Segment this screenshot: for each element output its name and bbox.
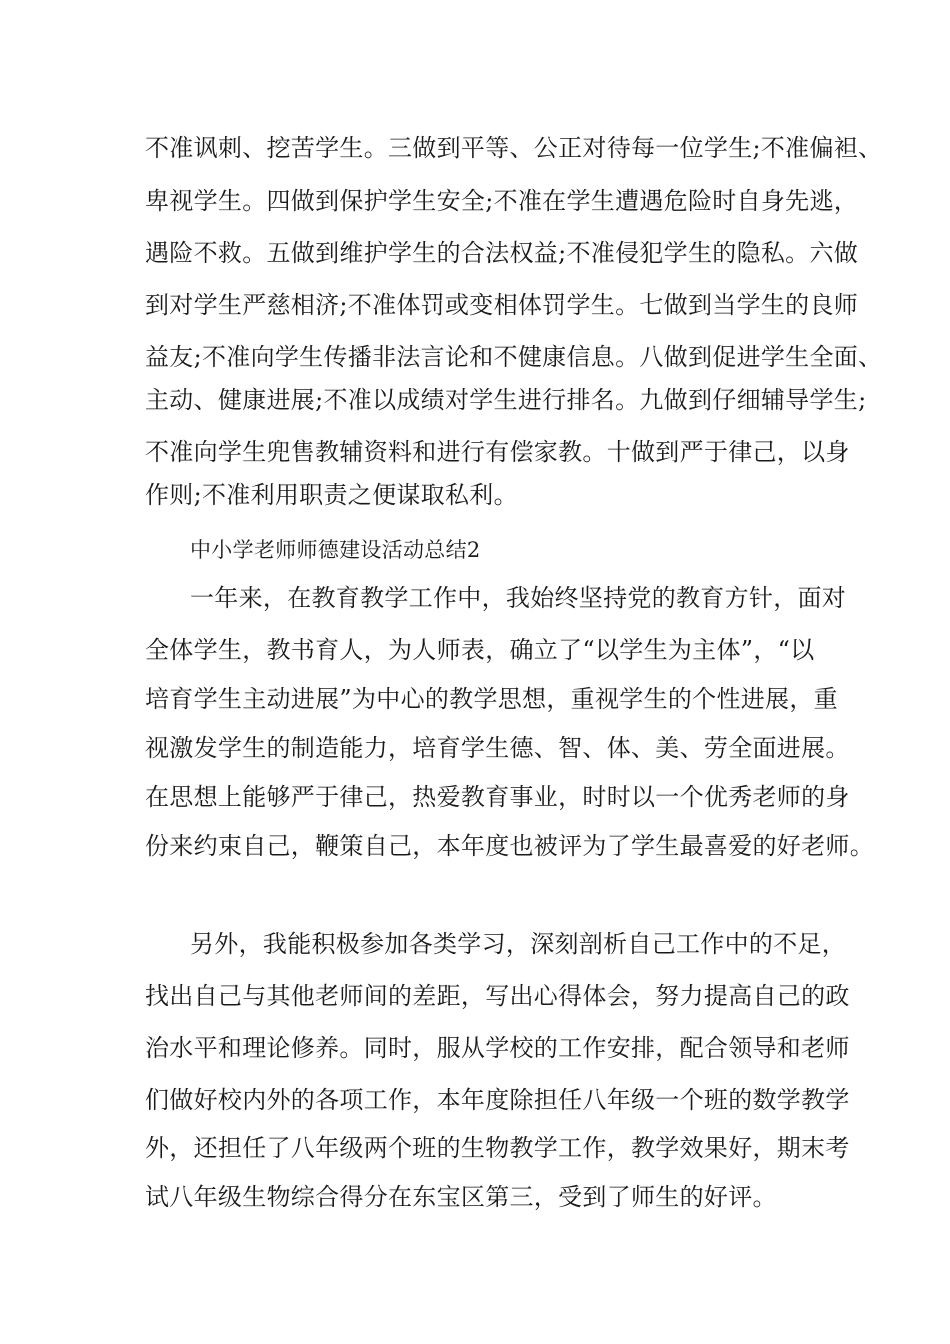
text-line: 们做好校内外的各项工作，本年度除担任八年级一个班的数学教学 [145, 1086, 850, 1114]
text-line: 遇险不救。五做到维护学生的合法权益;不准侵犯学生的隐私。六做 [145, 239, 859, 267]
text-line: 到对学生严慈相济;不准体罚或变相体罚学生。七做到当学生的良师 [145, 291, 859, 319]
text-line: 不准讽刺、挖苦学生。三做到平等、公正对待每一位学生;不准偏袒、 [145, 134, 883, 162]
text-line: 试八年级生物综合得分在东宝区第三，受到了师生的好评。 [145, 1183, 777, 1211]
text-line: 不准向学生兜售教辅资料和进行有偿家教。十做到严于律己，以身 [145, 438, 850, 466]
text-line: 在思想上能够严于律己，热爱教育事业，时时以一个优秀老师的身 [145, 783, 850, 811]
text-line: 视激发学生的制造能力，培育学生德、智、体、美、劳全面进展。 [145, 734, 850, 762]
text-line: 外，还担任了八年级两个班的生物教学工作，教学效果好，期末考 [145, 1134, 850, 1162]
text-line: 找出自己与其他老师间的差距，写出心得体会，努力提高自己的政 [145, 982, 850, 1010]
text-line: 培育学生主动进展”为中心的教学思想，重视学生的个性进展，重 [145, 685, 838, 713]
text-line: 主动、健康进展;不准以成绩对学生进行排名。九做到仔细辅导学生; [145, 386, 867, 414]
text-line: 卑视学生。四做到保护学生安全;不准在学生遭遇危险时自身先逃， [145, 187, 859, 215]
text-line: 全体学生，教书育人，为人师表，确立了“以学生为主体”，“以 [145, 636, 815, 664]
section-heading: 中小学老师师德建设活动总结2 [190, 538, 481, 562]
text-line: 另外，我能积极参加各类学习，深刻剖析自己工作中的不足， [190, 930, 847, 958]
text-line: 益友;不准向学生传播非法言论和不健康信息。八做到促进学生全面、 [145, 343, 883, 371]
text-line: 治水平和理论修养。同时，服从学校的工作安排，配合领导和老师 [145, 1034, 850, 1062]
text-line: 份来约束自己，鞭策自己，本年度也被评为了学生最喜爱的好老师。 [145, 832, 874, 860]
text-line: 一年来，在教育教学工作中，我始终坚持党的教育方针，面对 [190, 584, 847, 612]
text-line: 作则;不准利用职责之便谋取私利。 [145, 481, 518, 509]
